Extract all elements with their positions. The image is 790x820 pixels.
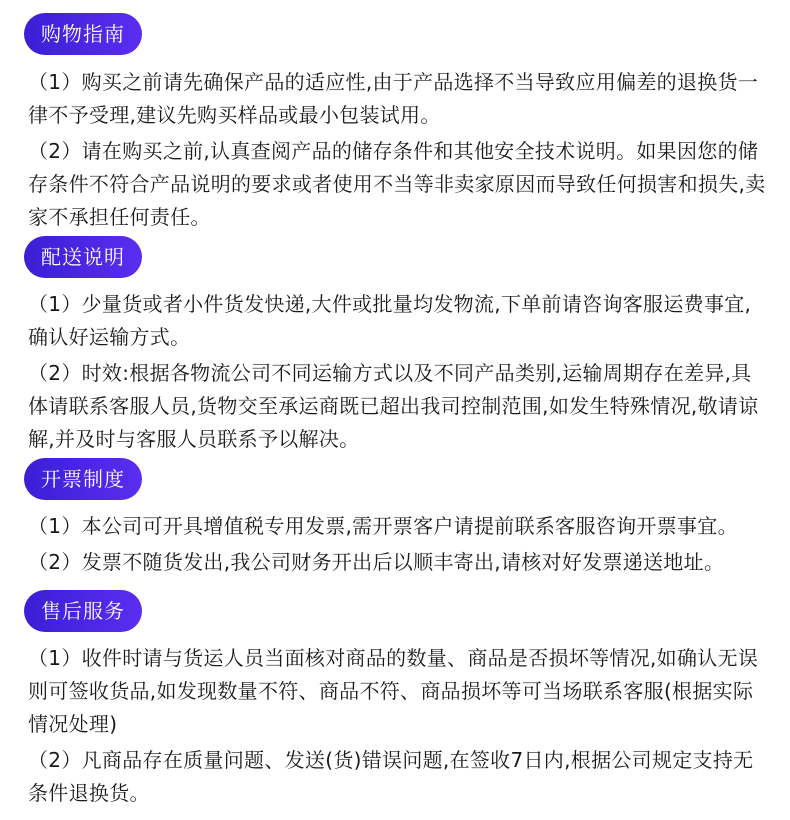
paragraph: （2）凡商品存在质量问题、发送(货)错误问题,在签收7日内,根据公司规定支持无条件退换货。 [28,748,754,805]
section-header-shopping-guide: 购物指南 [24,13,142,55]
paragraph: （2）请在购买之前,认真查阅产品的储存条件和其他安全技术说明。如果因您的储存条件不符合产品说明的要求或者使用不当等非卖家原因而导致任何损害和损失,卖家不承担任何责任。 [28,139,766,229]
paragraph: （1）少量货或者小件货发快递,大件或批量均发物流,下单前请咨询客服运费事宜,确认好运输方式。 [28,292,752,349]
section-body-after-sales [28,642,768,810]
paragraph: （1）购买之前请先确保产品的适应性,由于产品选择不当导致应用偏差的退换货一律不予受理,建议先购买样品或最小包装试用。 [28,70,759,127]
section-header-delivery: 配送说明 [24,236,142,278]
section-body-invoice [28,510,768,579]
paragraph: （1）本公司可开具增值税专用发票,需开票客户请提前联系客服咨询开票事宜。 [28,514,738,538]
section-header-after-sales: 售后服务 [24,590,142,632]
section-header-invoice: 开票制度 [24,458,142,500]
paragraph: （1）收件时请与货运人员当面核对商品的数量、商品是否损坏等情况,如确认无误则可签收货品,如发现数量不符、商品不符、商品损坏等可当场联系客服(根据实际情况处理) [28,646,759,736]
section-body-delivery [28,288,768,456]
section-body-shopping-guide [28,66,768,234]
paragraph: （2）发票不随货发出,我公司财务开出后以顺丰寄出,请核对好发票递送地址。 [28,550,725,574]
paragraph: （2）时效:根据各物流公司不同运输方式以及不同产品类别,运输周期存在差异,具体请联系客服人员,货物交至承运商既已超出我司控制范围,如发生特殊情况,敬请谅解,并及时与客服人员联系予以解决。 [28,361,759,451]
